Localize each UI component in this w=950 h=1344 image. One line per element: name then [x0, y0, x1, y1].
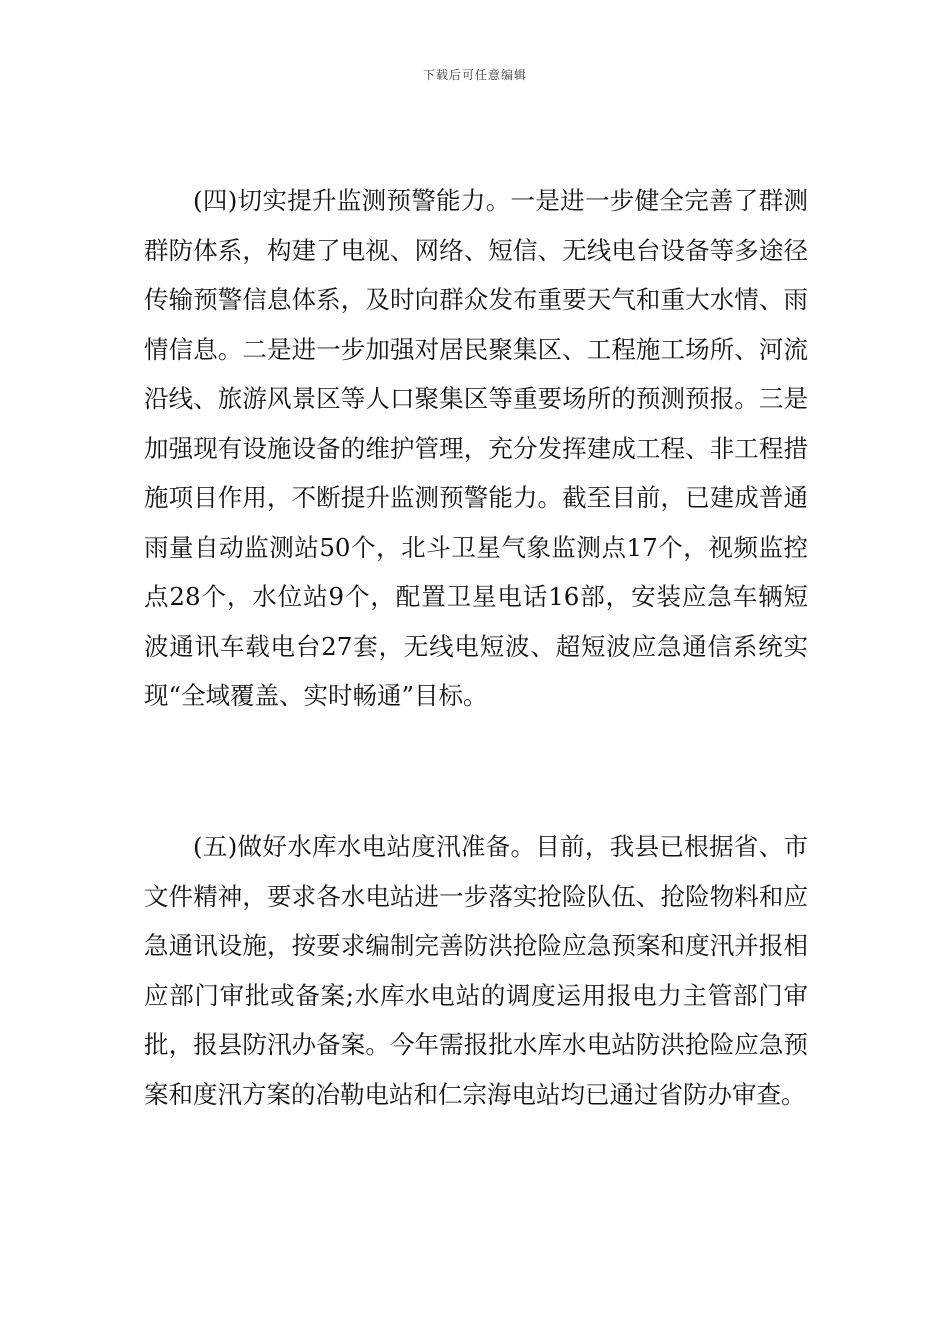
header-note: 下载后可任意编辑	[422, 68, 527, 82]
paragraph-monitoring-warning: (四)切实提升监测预警能力。一是进一步健全完善了群测群防体系，构建了电视、网络、短信、无线电台设备等多途径传输预警信息体系，及时向群众发布重要天气和重大水情、雨情信息。二是进一步加强对居民聚集区、工程施工场所、河流沿线、旅游风景区等人口聚集区等重要场所的预测预报。三是加强现有设施设备的维护管理，充分发挥建成工程、非工程措施项目作用，不断提升监测预警能力。截至目前，已建成普通雨量自动监测站50个，北斗卫星气象监测点17个，视频监控点28个，水位站9个，配置卫星电话16部，安装应急车辆短波通讯车载电台27套，无线电短波、超短波应急通信系统实现“全域覆盖、实时畅通”目标。	[144, 186, 808, 710]
paragraph-reservoir-flood-prep: (五)做好水库水电站度汛准备。目前，我县已根据省、市文件精神，要求各水电站进一步落实抢险队伍、抢险物料和应急通讯设施，按要求编制完善防洪抢险应急预案和度汛并报相应部门审批或备案;水库水电站的调度运用报电力主管部门审批，报县防汛办备案。今年需报批水库水电站防洪抢险应急预案和度汛方案的冶勒电站和仁宗海电站均已通过省防办审查。	[144, 832, 808, 1109]
document-body-section-5	[144, 822, 808, 1119]
document-body-section-4	[144, 176, 808, 721]
